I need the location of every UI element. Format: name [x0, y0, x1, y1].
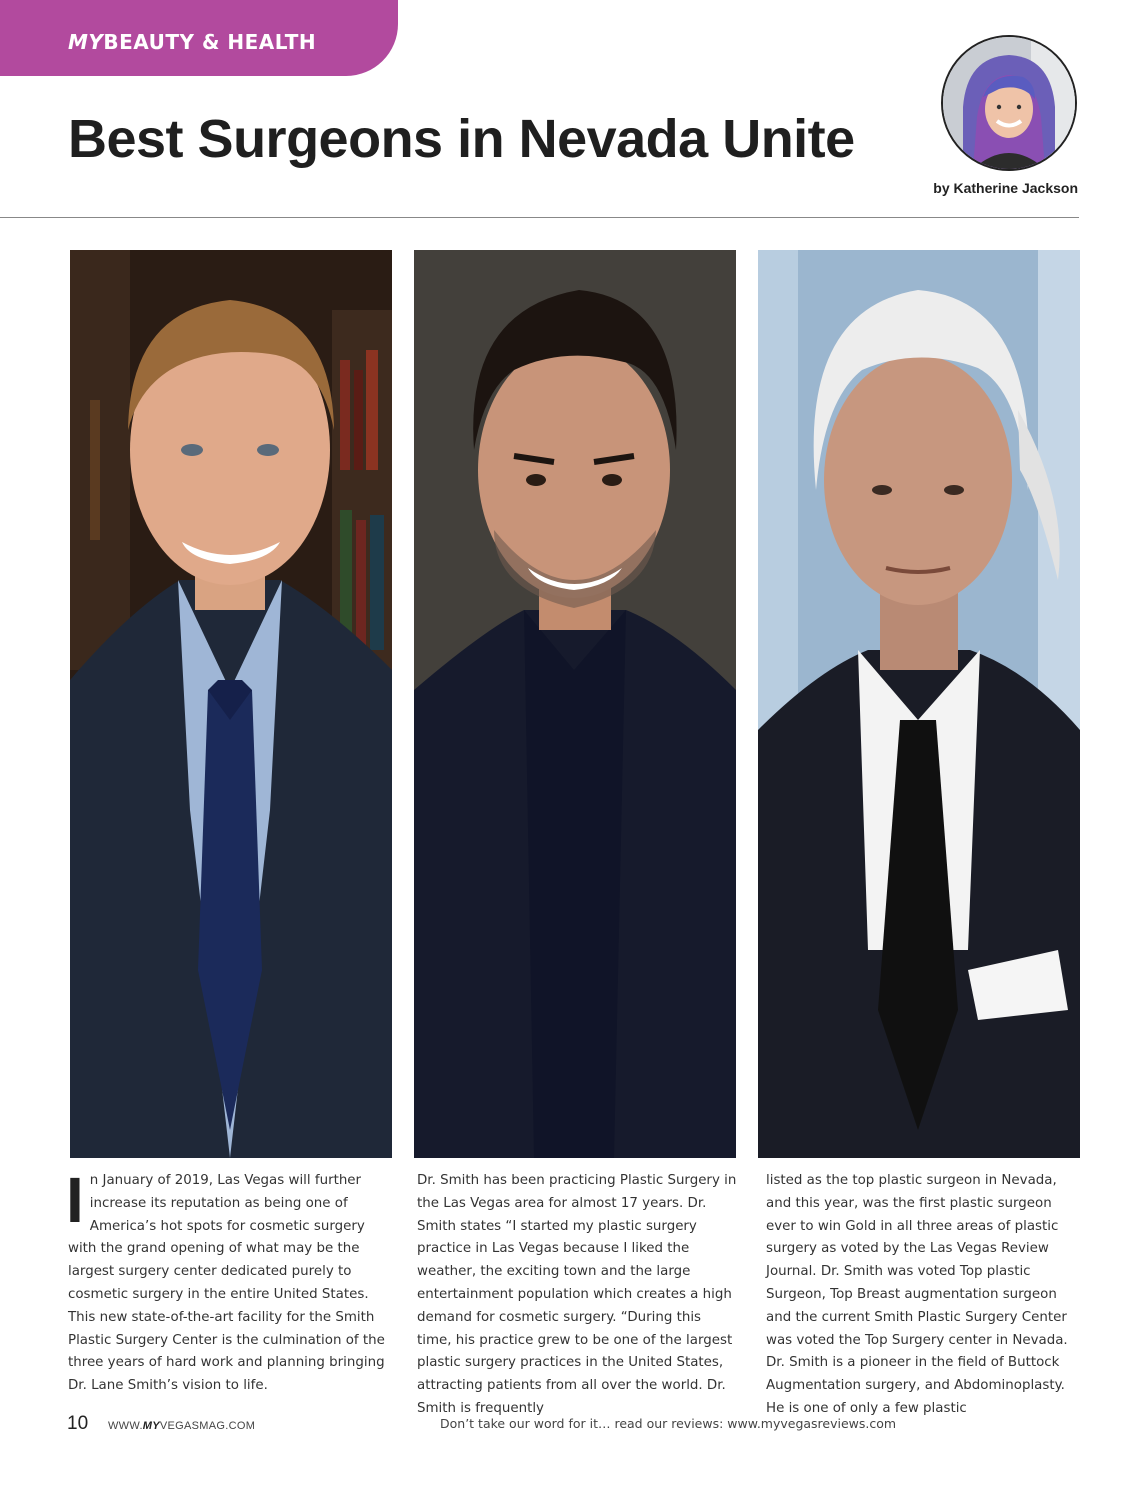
- section-tab: [0, 0, 398, 76]
- footer-url: [108, 1420, 255, 1432]
- drop-cap: I: [66, 1164, 84, 1236]
- author-avatar: [941, 35, 1077, 171]
- column-2-text: Dr. Smith has been practicing Plastic Surgery in the Las Vegas area for almost 17 years. Dr. Smith states “I started my plastic surgery practice in Las Vegas because I liked the weather, the exciting town and the large entertainment population which creates a high demand for cosmetic surgery. “During this time, his practice grew to be one of the largest plastic surgery practices in the United States, attracting patients from all over the world. Dr. Smith is frequently: [417, 1173, 737, 1416]
- footer-url-prefix: WWW.: [108, 1420, 143, 1432]
- column-1-text: n January of 2019, Las Vegas will further increase its reputation as being one of America’s hot spots for cosmetic surgery with the grand opening of what may be the largest surgery center dedicated purely to cosmetic surgery in the entire United States. This new state-of-the-art facility for the Smith Plastic Surgery Center is the culmination of the three years of hard work and planning bringing Dr. Lane Smith’s vision to life.: [68, 1173, 385, 1394]
- article-column-3: [766, 1170, 1080, 1421]
- surgeon-photo-3: [758, 250, 1080, 1158]
- surgeon-photo-1: [70, 250, 392, 1158]
- header-divider: [0, 217, 1079, 218]
- byline: by Katherine Jackson: [933, 180, 1078, 196]
- headline: Best Surgeons in Nevada Unite: [68, 109, 855, 169]
- footer-url-suffix: VEGASMAG.COM: [159, 1420, 256, 1432]
- article-column-1: [66, 1164, 390, 1398]
- footer-url-brand: MY: [142, 1420, 160, 1432]
- section-name: BEAUTY & HEALTH: [103, 30, 317, 54]
- page-number: 10: [67, 1413, 89, 1434]
- surgeon-photo-2: [414, 250, 736, 1158]
- footer-tagline: Don’t take our word for it… read our reviews: www.myvegasreviews.com: [440, 1416, 897, 1431]
- section-prefix: MY: [68, 30, 104, 54]
- article-column-2: [417, 1170, 739, 1421]
- section-label: [68, 30, 316, 54]
- column-3-text: listed as the top plastic surgeon in Nevada, and this year, was the first plastic surgeon ever to win Gold in all three areas of plastic surgery as voted by the Las Vegas Review Journal. Dr. Smith was voted Top plastic Surgeon, Top Breast augmentation surgeon and the current Smith Plastic Surgery Center was voted the Top Surgery center in Nevada. Dr. Smith is a pioneer in the field of Buttock Augmentation surgery, and Abdominoplasty. He is one of only a few plastic: [766, 1173, 1068, 1416]
